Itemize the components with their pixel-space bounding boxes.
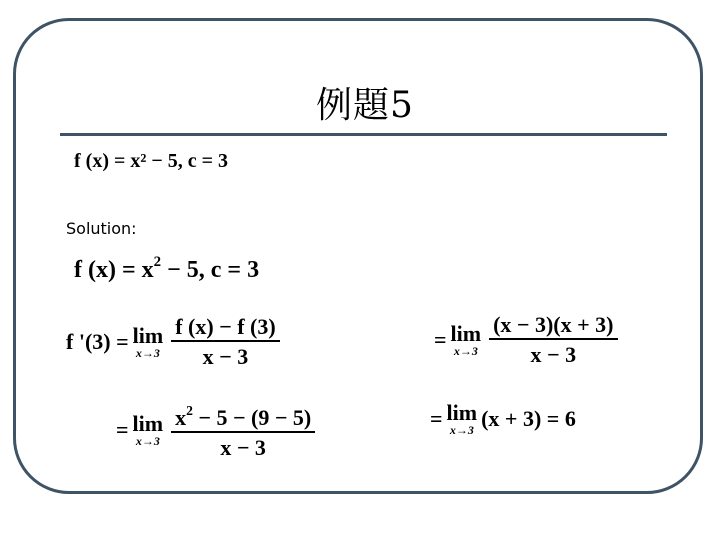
lim-subscript: x→3	[135, 433, 160, 448]
lim-subscript: x→3	[453, 344, 478, 358]
equals-sign: =	[430, 406, 443, 431]
lim-subscript: x→3	[135, 346, 160, 360]
final-result	[430, 402, 576, 436]
equals-sign: =	[434, 327, 447, 352]
equals-sign: =	[116, 416, 129, 442]
fraction-numerator: f (x) − f (3)	[175, 314, 276, 339]
fraction-denominator: x − 3	[489, 338, 617, 368]
limit-operator	[132, 410, 164, 448]
fraction-denominator: x − 3	[171, 431, 315, 461]
problem-statement: f (x) = x² − 5, c = 3	[74, 150, 229, 172]
lim-word: lim	[132, 410, 164, 436]
fraction-numerator	[171, 398, 315, 431]
restated-function	[74, 254, 259, 284]
limit-operator	[447, 402, 478, 436]
numerator-exponent: 2	[186, 403, 193, 418]
final-expression: (x + 3) = 6	[481, 406, 576, 431]
difference-quotient	[171, 314, 280, 370]
title-divider	[60, 133, 667, 136]
limit-operator	[451, 323, 482, 357]
solution-label: Solution:	[66, 219, 137, 238]
lim-word: lim	[450, 321, 482, 346]
lim-word: lim	[132, 323, 164, 348]
factored-fraction	[489, 312, 617, 368]
restated-function-prefix: f (x) = x	[74, 257, 154, 284]
numerator-rest: − 5 − (9 − 5)	[192, 405, 312, 431]
substitution-fraction	[171, 398, 315, 461]
fraction-numerator: (x − 3)(x + 3)	[493, 312, 614, 337]
restated-function-suffix: − 5, c = 3	[161, 257, 260, 284]
fraction-denominator: x − 3	[171, 340, 280, 370]
slide-title: 例題5	[316, 85, 414, 126]
lim-subscript: x→3	[449, 423, 474, 437]
limit-operator	[133, 325, 164, 359]
derivative-lhs: f '(3) =	[66, 329, 129, 354]
substitution-step	[116, 398, 315, 461]
lim-word: lim	[446, 400, 478, 425]
numerator-variable: x	[175, 405, 187, 431]
derivative-definition	[66, 314, 280, 370]
factored-step	[434, 312, 618, 368]
restated-function-exponent: 2	[153, 254, 162, 270]
